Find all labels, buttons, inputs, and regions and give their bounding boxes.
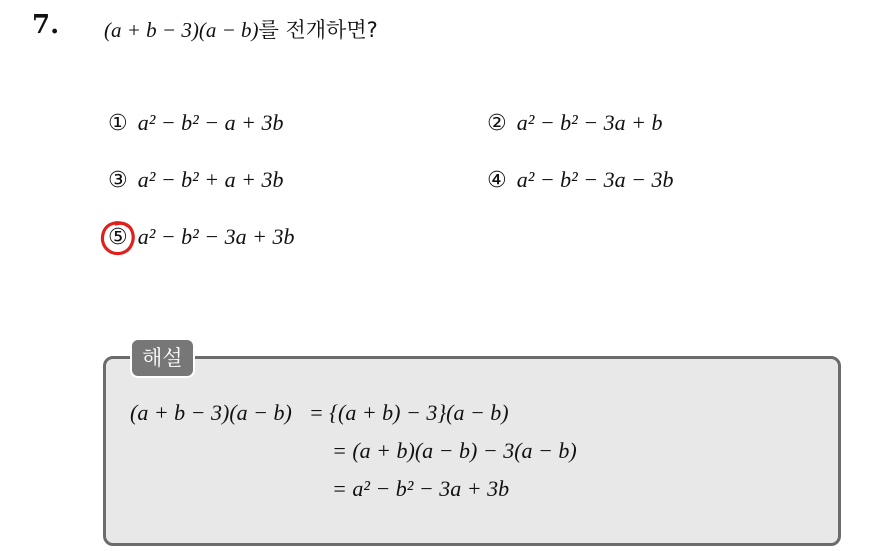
choice-2[interactable] bbox=[487, 110, 662, 136]
choice-5-expression: a² − b² − 3a + 3b bbox=[137, 224, 295, 249]
choice-1[interactable] bbox=[108, 110, 283, 136]
choice-1-expression: a² − b² − a + 3b bbox=[137, 110, 284, 135]
answer-mark-circle-icon bbox=[98, 218, 138, 258]
choice-5-number bbox=[108, 225, 128, 250]
question-stem bbox=[104, 14, 378, 44]
choice-3[interactable] bbox=[108, 167, 283, 193]
choice-3-number: ③ bbox=[108, 168, 128, 193]
choice-5[interactable] bbox=[108, 224, 294, 250]
question-expression: (a + b − 3)(a − b) bbox=[104, 18, 259, 42]
choice-3-expression: a² − b² + a + 3b bbox=[137, 167, 284, 192]
solution-step-2: = (a + b)(a − b) − 3(a − b) bbox=[332, 438, 577, 463]
solution-line-1 bbox=[130, 400, 509, 426]
choice-4[interactable] bbox=[487, 167, 673, 193]
question-text: 를 전개하면? bbox=[258, 18, 378, 42]
choice-2-expression: a² − b² − 3a + b bbox=[516, 110, 663, 135]
solution-label: 해설 bbox=[130, 338, 195, 378]
solution-step-1: = {(a + b) − 3}(a − b) bbox=[308, 400, 509, 425]
question-number: 7. bbox=[32, 10, 60, 40]
solution-step-3: = a² − b² − 3a + 3b bbox=[332, 476, 510, 501]
choice-1-number: ① bbox=[108, 111, 128, 136]
solution-lhs: (a + b − 3)(a − b) bbox=[130, 400, 292, 425]
choice-5-number-text: ⑤ bbox=[108, 225, 128, 250]
choice-4-number: ④ bbox=[487, 168, 507, 193]
choice-4-expression: a² − b² − 3a − 3b bbox=[516, 167, 674, 192]
choice-2-number: ② bbox=[487, 111, 507, 136]
